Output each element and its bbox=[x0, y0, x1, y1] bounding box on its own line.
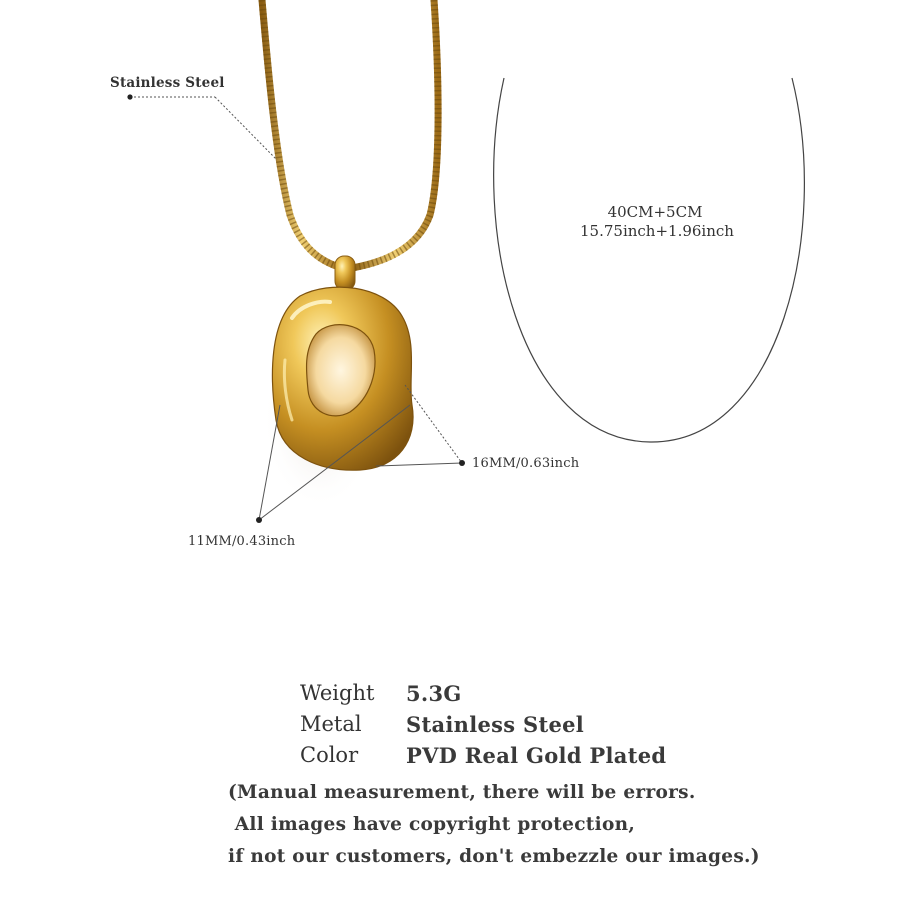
material-callout: Stainless Steel bbox=[110, 75, 225, 91]
necklace-length-metric: 40CM+5CM bbox=[607, 203, 703, 221]
spec-name: Color bbox=[300, 743, 359, 767]
notice-line: if not our customers, don't embezzle our images.) bbox=[228, 846, 760, 867]
spec-value: PVD Real Gold Plated bbox=[406, 743, 667, 768]
snake-chain bbox=[262, 0, 438, 268]
notice-line: All images have copyright protection, bbox=[228, 814, 636, 835]
pendant-width-callout: 16MM/0.63inch bbox=[472, 456, 580, 471]
spec-name: Weight bbox=[300, 681, 375, 705]
spec-row-metal bbox=[300, 709, 666, 740]
spec-name: Metal bbox=[300, 712, 362, 736]
spec-row-color bbox=[300, 740, 666, 771]
pendant-bail bbox=[335, 256, 355, 290]
copyright-notice bbox=[228, 777, 760, 873]
spec-value: Stainless Steel bbox=[406, 712, 585, 737]
notice-line: (Manual measurement, there will be errors. bbox=[228, 782, 696, 803]
spec-value: 5.3G bbox=[406, 681, 462, 706]
necklace-length-imperial: 15.75inch+1.96inch bbox=[580, 222, 734, 240]
necklace-length-loop bbox=[494, 78, 805, 442]
spec-table bbox=[300, 678, 666, 771]
pendant-height-callout: 11MM/0.43inch bbox=[188, 534, 296, 549]
pendant bbox=[272, 287, 413, 470]
necklace-length-label bbox=[580, 203, 734, 241]
spec-row-weight bbox=[300, 678, 666, 709]
